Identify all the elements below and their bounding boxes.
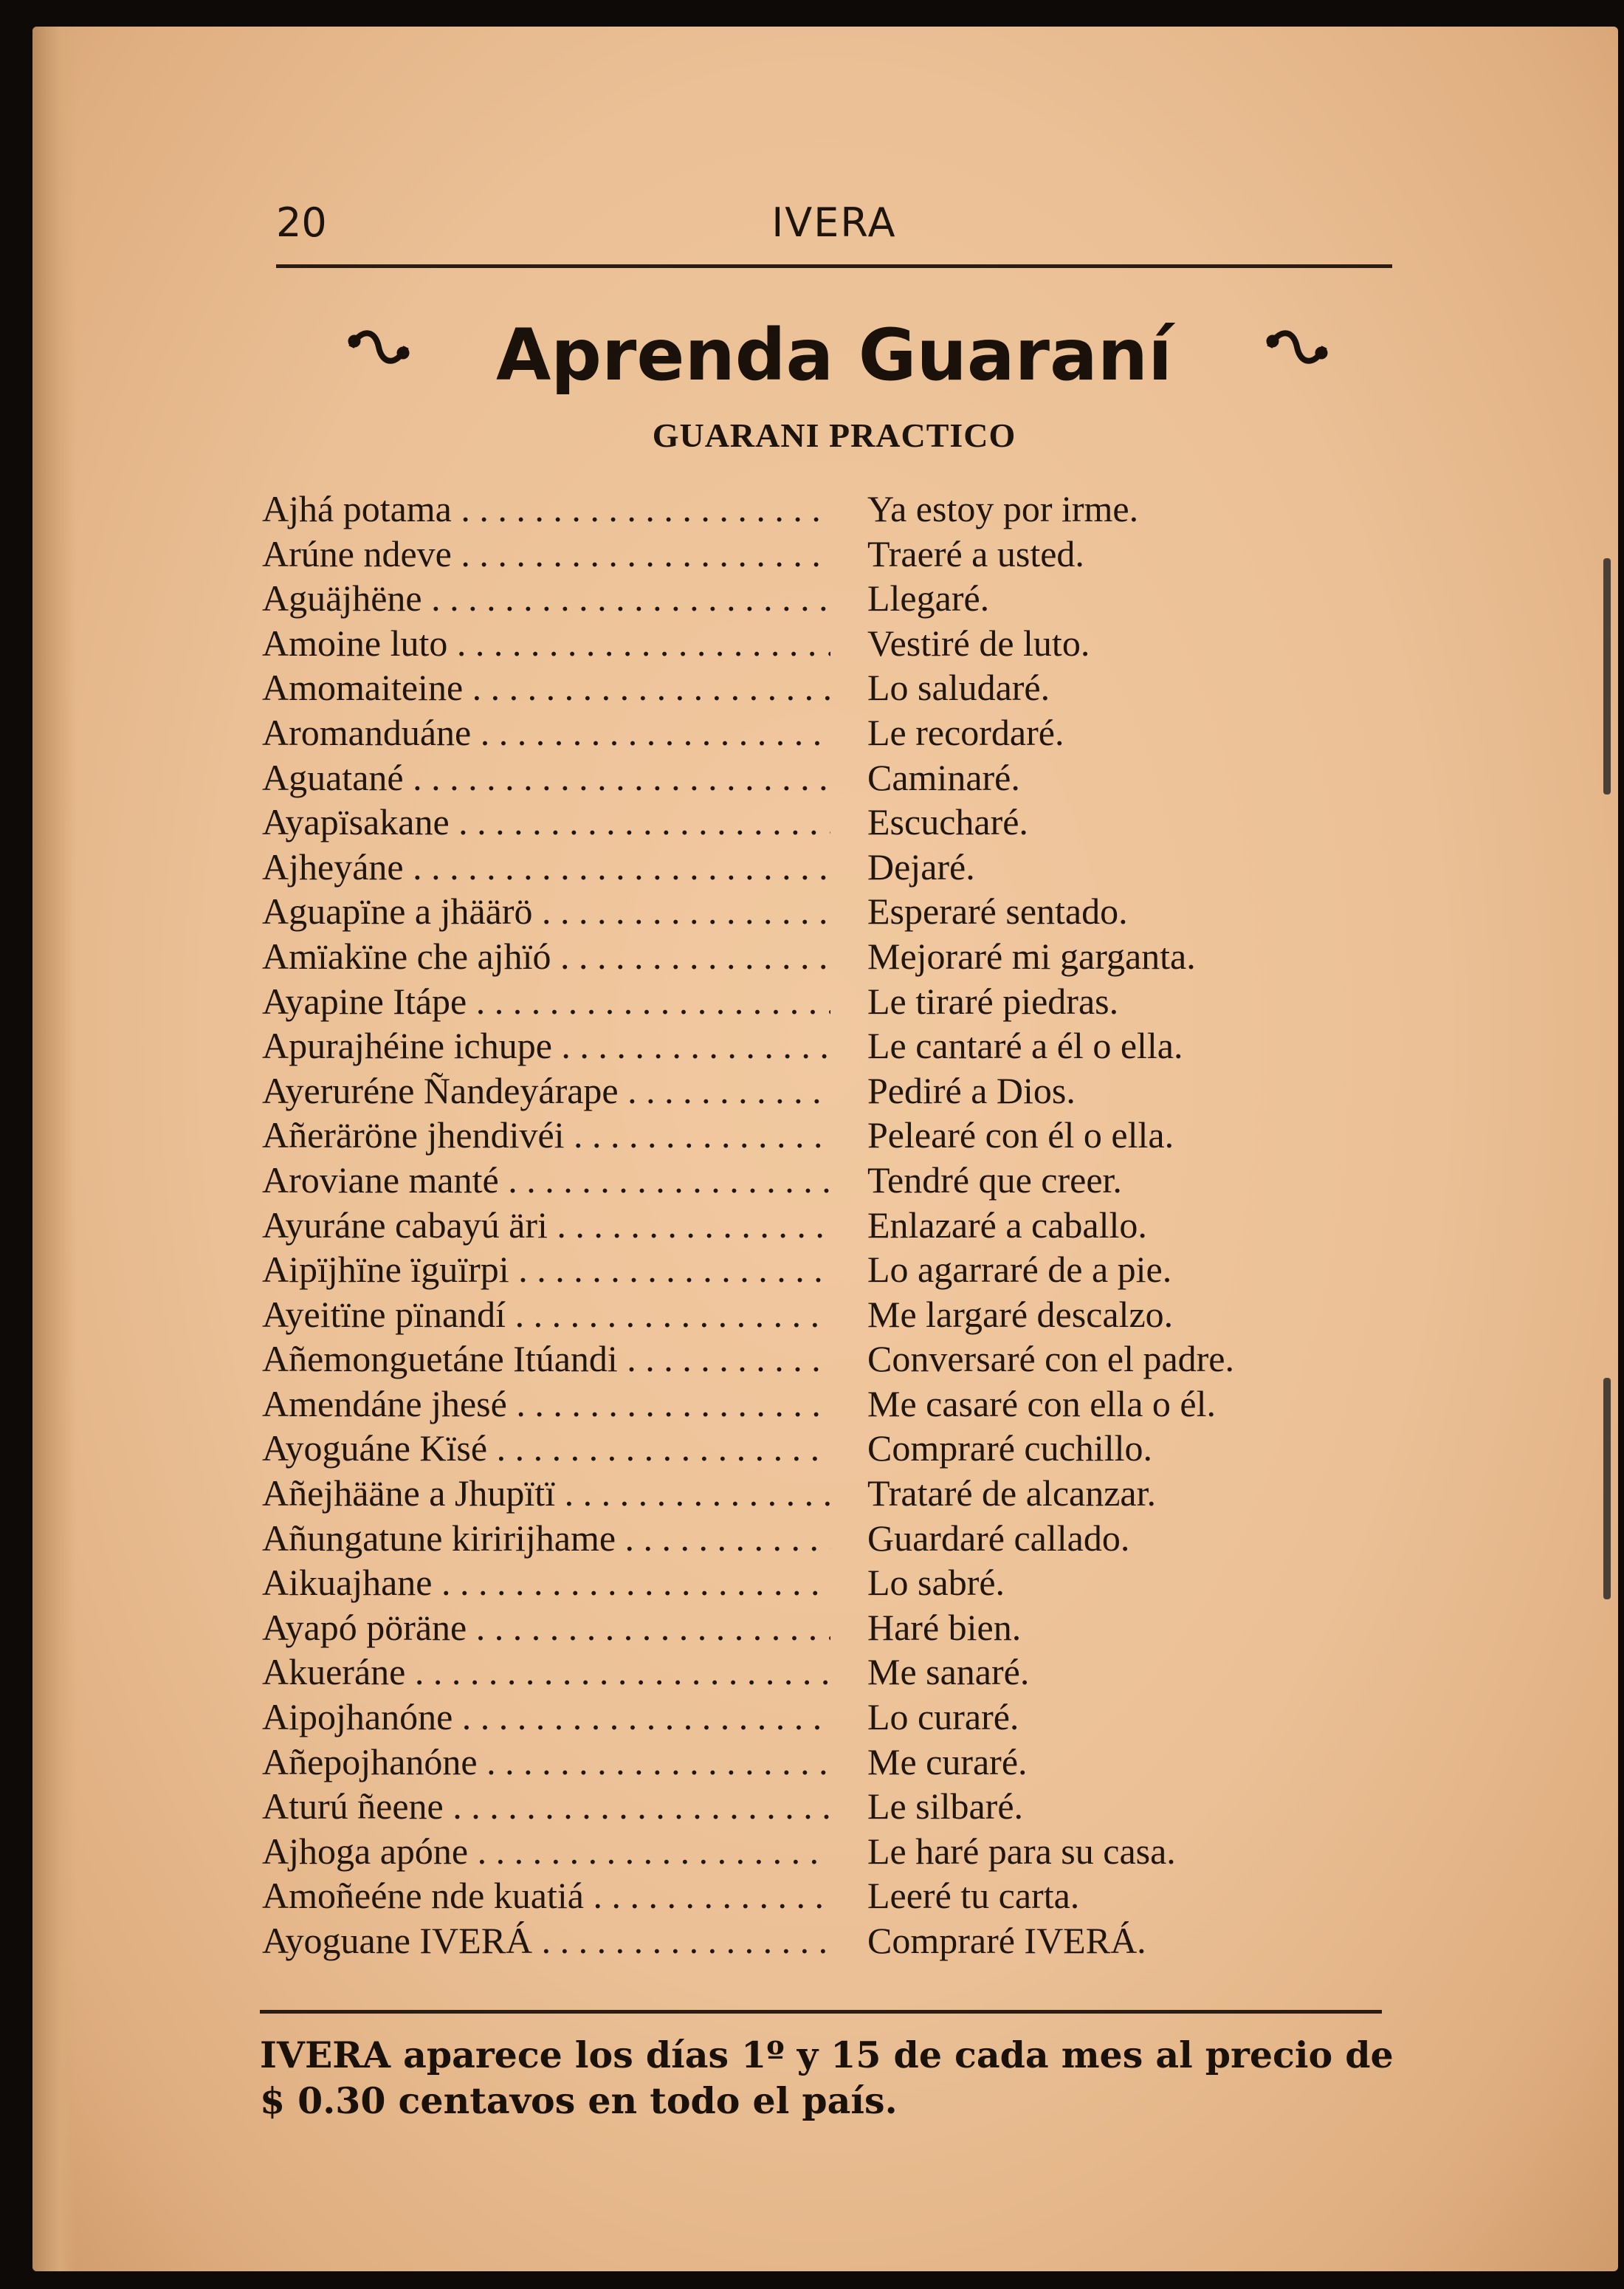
vocab-row xyxy=(262,1204,1384,1249)
scroll-ornament-icon-right xyxy=(1264,325,1330,369)
spanish-translation: Le tiraré piedras. xyxy=(867,980,1119,1022)
guarani-phrase: Amoñeéne nde kuatiá . . . xyxy=(262,1874,830,1917)
vocab-row xyxy=(262,845,1384,890)
spanish-translation: Escucharé. xyxy=(867,801,1028,843)
spanish-translation: Le silbaré. xyxy=(867,1785,1024,1828)
vocab-row xyxy=(262,1024,1384,1069)
vocab-row xyxy=(262,1113,1384,1159)
notice-line-1: IVERA aparece los días 1º y 15 de cada mes al precio de xyxy=(260,2034,1394,2076)
vocab-row xyxy=(262,1695,1384,1740)
vocab-row xyxy=(262,1740,1384,1785)
spanish-translation: Compraré cuchillo. xyxy=(867,1427,1152,1469)
guarani-phrase: Ayeruréne Ñandeyárape . . . xyxy=(262,1069,830,1112)
spanish-translation: Ya estoy por irme. xyxy=(867,488,1139,529)
vocab-row xyxy=(262,756,1384,801)
spanish-translation: Lo curaré. xyxy=(867,1696,1019,1738)
guarani-phrase: Ajheyáne . . . xyxy=(262,845,830,888)
spanish-translation: Me sanaré. xyxy=(867,1651,1030,1693)
running-title: IVERA xyxy=(771,199,897,246)
guarani-phrase: Aromanduáne . . . xyxy=(262,711,830,754)
guarani-phrase: Amendáne jhesé . . . xyxy=(262,1382,830,1425)
vocab-row xyxy=(262,1382,1384,1427)
guarani-phrase: Aguapïne a jhäärö . . . xyxy=(262,890,830,933)
spanish-translation: Llegaré. xyxy=(867,577,990,620)
guarani-phrase: Amomaiteine . . . xyxy=(262,666,830,709)
guarani-phrase: Añepojhanóne . . . xyxy=(262,1740,830,1783)
vocab-row xyxy=(262,1650,1384,1695)
vocab-row xyxy=(262,1472,1384,1517)
guarani-phrase: Ajhá potama . . . xyxy=(262,487,830,530)
vocab-row xyxy=(262,980,1384,1025)
vocab-row xyxy=(262,935,1384,980)
guarani-phrase: Añungatune kiririjhame . . . xyxy=(262,1517,830,1559)
spanish-translation: Pediré a Dios. xyxy=(867,1069,1076,1111)
guarani-phrase: Añemonguetáne Itúandi . . . xyxy=(262,1337,830,1380)
spanish-translation: Enlazaré a caballo. xyxy=(867,1204,1147,1246)
spanish-translation: Le cantaré a él o ella. xyxy=(867,1025,1183,1067)
guarani-phrase: Ajhoga apóne . . . xyxy=(262,1830,830,1873)
guarani-phrase: Ayapó pöräne . . . xyxy=(262,1606,830,1649)
spanish-translation: Dejaré. xyxy=(867,845,975,888)
footer-divider xyxy=(260,2010,1382,2014)
page-header xyxy=(276,193,1392,268)
spanish-translation: Haré bien. xyxy=(867,1606,1022,1648)
spanish-translation: Pelearé con él o ella. xyxy=(867,1114,1174,1156)
guarani-phrase: Aipïjhïne ïguïrpi . . . xyxy=(262,1248,830,1291)
publication-notice xyxy=(260,2032,1397,2124)
vocab-row xyxy=(262,890,1384,935)
vocabulary-list xyxy=(262,487,1384,1964)
spanish-translation: Lo sabré. xyxy=(867,1562,1005,1604)
spanish-translation: Lo saludaré. xyxy=(867,667,1050,709)
guarani-phrase: Amïakïne che ajhïó . . . xyxy=(262,935,830,978)
spanish-translation: Lo agarraré de a pie. xyxy=(867,1249,1172,1291)
guarani-phrase: Ayapïsakane . . . xyxy=(262,800,830,843)
vocab-row xyxy=(262,800,1384,845)
guarani-phrase: Apurajhéine ichupe . . . xyxy=(262,1024,830,1067)
vocab-row xyxy=(262,1785,1384,1830)
spanish-translation: Mejoraré mi garganta. xyxy=(867,935,1196,977)
vocab-row xyxy=(262,622,1384,667)
spanish-translation: Trataré de alcanzar. xyxy=(867,1472,1156,1514)
spanish-translation: Le recordaré. xyxy=(867,711,1064,753)
spanish-translation: Me curaré. xyxy=(867,1740,1028,1782)
staple-top xyxy=(1603,558,1611,795)
spanish-translation: Esperaré sentado. xyxy=(867,890,1128,933)
spanish-translation: Traeré a usted. xyxy=(867,532,1084,574)
spanish-translation: Me casaré con ella o él. xyxy=(867,1382,1216,1424)
vocab-row xyxy=(262,1561,1384,1606)
vocab-row xyxy=(262,1293,1384,1338)
guarani-phrase: Ayuráne cabayú äri . . . xyxy=(262,1204,830,1246)
vocab-row xyxy=(262,1874,1384,1919)
guarani-phrase: Añeräröne jhendivéi . . . xyxy=(262,1113,830,1156)
vocab-row xyxy=(262,577,1384,622)
section-subtitle: GUARANI PRACTICO xyxy=(652,416,1016,454)
staple-bottom xyxy=(1603,1378,1611,1599)
spanish-translation: Conversaré con el padre. xyxy=(867,1338,1234,1380)
vocab-row xyxy=(262,532,1384,577)
guarani-phrase: Arúne ndeve . . . xyxy=(262,532,830,575)
guarani-phrase: Aroviane manté . . . xyxy=(262,1159,830,1201)
vocab-row xyxy=(262,1248,1384,1293)
spanish-translation: Guardaré callado. xyxy=(867,1517,1130,1559)
guarani-phrase: Ayoguane IVERÁ . . . xyxy=(262,1919,830,1962)
guarani-phrase: Aipojhanóne . . . xyxy=(262,1695,830,1738)
guarani-phrase: Añejhääne a Jhupïtï . . . xyxy=(262,1472,830,1514)
vocab-row xyxy=(262,1069,1384,1114)
notice-line-2: $ 0.30 centavos en todo el país. xyxy=(260,2079,898,2122)
guarani-phrase: Aguatané . . . xyxy=(262,756,830,799)
guarani-phrase: Akueráne . . . xyxy=(262,1650,830,1693)
spanish-translation: Vestiré de luto. xyxy=(867,622,1090,664)
guarani-phrase: Ayoguáne Kïsé . . . xyxy=(262,1427,830,1469)
vocab-row xyxy=(262,1830,1384,1875)
guarani-phrase: Amoine luto . . . xyxy=(262,622,830,665)
guarani-phrase: Aguäjhëne . . . xyxy=(262,577,830,620)
guarani-phrase: Ayeitïne pïnandí . . . xyxy=(262,1293,830,1336)
spanish-translation: Compraré IVERÁ. xyxy=(867,1920,1146,1961)
vocab-row xyxy=(262,1919,1384,1964)
guarani-phrase: Aikuajhane . . . xyxy=(262,1561,830,1604)
vocab-row xyxy=(262,1337,1384,1382)
guarani-phrase: Aturú ñeene . . . xyxy=(262,1785,830,1828)
page-number: 20 xyxy=(276,199,327,246)
vocab-row xyxy=(262,1606,1384,1651)
spanish-translation: Tendré que creer. xyxy=(867,1159,1122,1201)
spanish-translation: Leeré tu carta. xyxy=(867,1875,1080,1917)
vocab-row xyxy=(262,711,1384,756)
vocab-row xyxy=(262,487,1384,532)
spanish-translation: Me largaré descalzo. xyxy=(867,1293,1174,1335)
spanish-translation: Caminaré. xyxy=(867,756,1020,798)
vocab-row xyxy=(262,666,1384,711)
section-title: Aprenda Guaraní xyxy=(495,314,1173,397)
guarani-phrase: Ayapine Itápe . . . xyxy=(262,980,830,1023)
vocab-row xyxy=(262,1159,1384,1204)
vocab-row xyxy=(262,1517,1384,1562)
vocab-row xyxy=(262,1427,1384,1472)
spanish-translation: Le haré para su casa. xyxy=(867,1830,1176,1872)
